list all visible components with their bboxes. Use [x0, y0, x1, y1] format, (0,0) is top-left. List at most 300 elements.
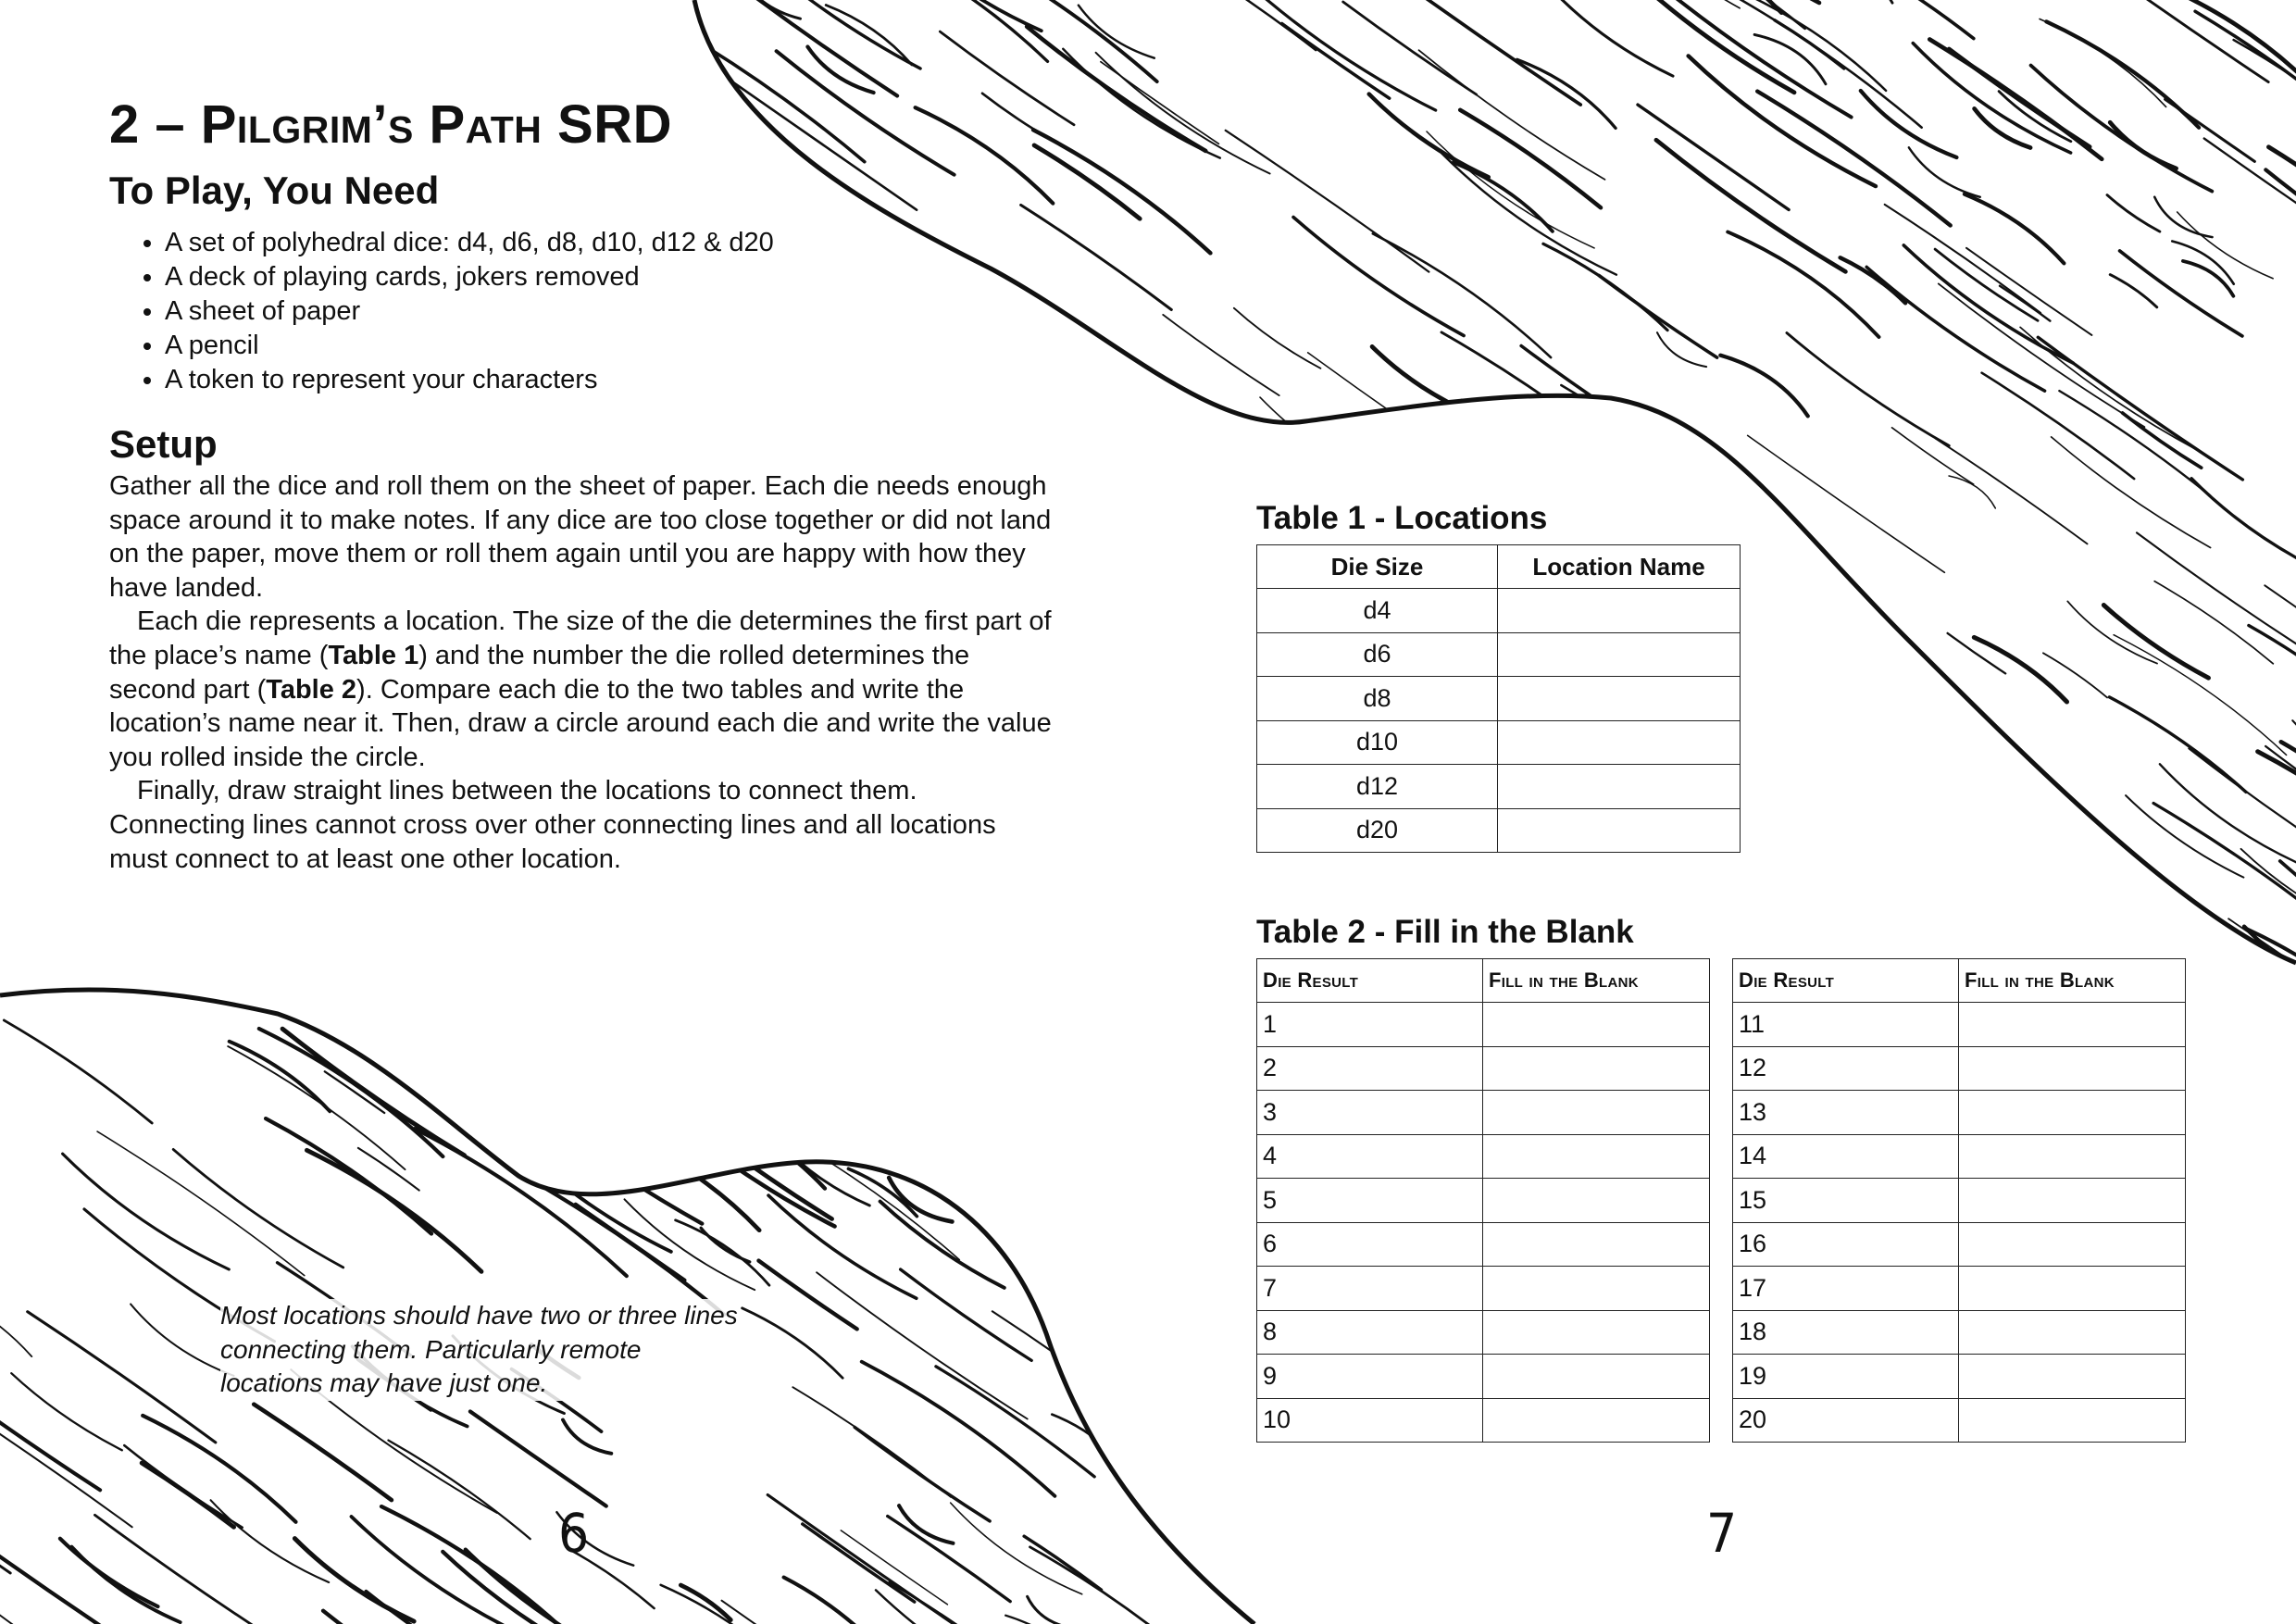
bark-stroke	[1517, 59, 1616, 128]
bark-stroke	[415, 1129, 627, 1276]
bark-stroke	[2107, 195, 2160, 232]
bark-stroke	[1017, 1195, 1206, 1327]
bark-stroke	[1441, 332, 1647, 476]
bark-stroke	[230, 1042, 331, 1111]
die-result-cell: 5	[1257, 1179, 1483, 1223]
text-span: ). Compare each die to the two tables and write the location’s name near it. Then, draw a circle around each die and write the value you rolled inside the circle.	[109, 674, 1052, 772]
bark-stroke	[173, 1149, 343, 1268]
bark-stroke	[1036, 999, 1114, 1053]
bark-stroke	[890, 1582, 1029, 1624]
bark-stroke	[702, 1061, 822, 1144]
bark-stroke	[1140, 864, 1221, 920]
bark-stroke	[1063, 49, 1220, 158]
bark-stroke	[1070, 978, 1280, 1124]
die-result-cell: 9	[1257, 1355, 1483, 1399]
blank-cell[interactable]	[1498, 677, 1741, 721]
bark-stroke	[1842, 0, 1892, 3]
table-row	[1733, 1179, 2186, 1223]
bark-stroke	[1652, 0, 1852, 117]
bark-stroke	[2043, 653, 2107, 697]
blank-cell[interactable]	[1483, 1046, 1710, 1091]
blank-cell[interactable]	[1959, 1355, 2186, 1399]
fill-blank-table-right	[1732, 958, 2186, 1443]
bark-stroke	[496, 1109, 579, 1167]
bark-stroke	[576, 1205, 685, 1280]
bark-stroke	[1184, 995, 1258, 1047]
blank-cell[interactable]	[1959, 1267, 2186, 1311]
bark-stroke	[1754, 34, 1826, 83]
bark-stroke	[2040, 19, 2166, 107]
bark-stroke	[1226, 131, 1429, 272]
bark-stroke	[1724, 0, 1922, 128]
bark-stroke	[940, 31, 1074, 125]
bark-stroke	[701, 1228, 750, 1262]
bark-stroke	[742, 0, 801, 19]
bark-stroke	[2000, 286, 2050, 321]
bark-stroke	[1913, 44, 2070, 153]
list-item: • A sheet of paper	[165, 294, 905, 329]
bark-stroke	[855, 1428, 990, 1521]
die-result-cell: 10	[1257, 1398, 1483, 1443]
bark-stroke	[1196, 1172, 1243, 1205]
bark-stroke	[899, 1505, 953, 1543]
bark-stroke	[936, 1367, 1094, 1477]
bark-stroke	[0, 1503, 135, 1624]
bark-stroke	[768, 1195, 917, 1298]
bark-stroke	[1744, 817, 1914, 934]
bark-stroke	[1787, 333, 1949, 446]
bark-stroke	[753, 973, 830, 1026]
bark-stroke	[789, 877, 959, 995]
table-row	[1257, 808, 1741, 853]
bark-stroke	[1727, 781, 1930, 922]
column-header: Die Size	[1257, 545, 1498, 589]
bark-stroke	[2191, 479, 2296, 576]
bark-stroke	[28, 1312, 216, 1443]
bark-stroke	[676, 1220, 769, 1285]
bark-stroke	[1024, 1536, 1101, 1590]
blank-cell[interactable]	[1959, 1222, 2186, 1267]
die-result-cell: 1	[1257, 1003, 1483, 1047]
blank-cell[interactable]	[1483, 1267, 1710, 1311]
die-size-cell: d10	[1257, 720, 1498, 765]
bark-stroke	[0, 1369, 100, 1491]
bark-stroke	[94, 1515, 266, 1624]
bark-stroke	[2126, 795, 2243, 878]
blank-cell[interactable]	[1959, 1091, 2186, 1135]
bark-stroke	[992, 1311, 1127, 1405]
table-row	[1257, 1355, 1710, 1399]
bark-stroke	[1975, 108, 2031, 147]
bark-stroke	[1110, 353, 1192, 410]
bark-stroke	[228, 1046, 405, 1169]
bark-stroke	[142, 1463, 234, 1527]
bark-stroke	[1101, 62, 1219, 144]
bark-stroke	[1999, 92, 2071, 142]
die-size-cell: d12	[1257, 765, 1498, 809]
blank-cell[interactable]	[1498, 765, 1741, 809]
bark-stroke	[262, 963, 420, 1073]
bark-stroke	[1861, 91, 1957, 157]
bark-stroke	[514, 1135, 569, 1174]
need-heading: To Play, You Need	[109, 169, 440, 212]
bark-stroke	[742, 1308, 843, 1379]
table-header-row	[1733, 959, 2186, 1003]
bark-stroke	[282, 1029, 465, 1156]
column-header: Location Name	[1498, 545, 1741, 589]
bark-stroke	[2281, 742, 2296, 828]
bark-stroke	[1758, 568, 1884, 655]
table-row	[1257, 765, 1741, 809]
die-size-cell: d20	[1257, 808, 1498, 853]
die-result-cell: 3	[1257, 1091, 1483, 1135]
bark-stroke	[1380, 0, 1580, 105]
table-row	[1257, 1310, 1710, 1355]
bark-stroke	[1462, 401, 1568, 475]
bark-stroke	[767, 1495, 953, 1624]
bark-stroke	[862, 1362, 1055, 1496]
bark-stroke	[1079, 6, 1154, 58]
bark-stroke	[1750, 0, 1886, 91]
table-row	[1257, 632, 1741, 677]
bark-stroke	[2114, 635, 2287, 756]
column-header: Fill in the Blank	[1483, 959, 1710, 1003]
bark-stroke	[259, 1029, 443, 1156]
bark-stroke	[60, 1539, 158, 1606]
blank-cell[interactable]	[1483, 1003, 1710, 1047]
column-header: Die Result	[1257, 959, 1483, 1003]
bark-stroke	[1634, 0, 1740, 8]
bark-stroke	[1042, 1303, 1089, 1335]
blank-cell[interactable]	[1959, 1003, 2186, 1047]
bark-stroke	[1657, 332, 1706, 367]
bark-stroke	[470, 1412, 606, 1506]
blank-cell[interactable]	[1498, 589, 1741, 633]
bark-stroke	[963, 1171, 1092, 1261]
bark-stroke	[1965, 194, 2065, 264]
bark-stroke	[2153, 804, 2296, 937]
bark-stroke	[692, 940, 857, 1055]
blank-cell[interactable]	[1959, 1134, 2186, 1179]
bark-stroke	[1939, 283, 2145, 427]
setup-paragraph-2	[109, 605, 1054, 774]
page-number-left: 6	[558, 1502, 590, 1565]
bark-stroke	[1728, 232, 1878, 338]
bark-stroke	[0, 1589, 93, 1624]
bark-stroke	[955, 0, 1157, 81]
die-result-cell: 13	[1733, 1091, 1959, 1135]
sidebar-note: Most locations should have two or three lines connecting them. Particularly remote locations may have just one.	[220, 1299, 739, 1401]
bark-stroke	[1260, 397, 1390, 487]
bark-stroke	[2123, 413, 2202, 468]
bark-stroke	[722, 1601, 922, 1624]
blank-cell[interactable]	[1959, 1046, 2186, 1091]
table-body	[1257, 589, 1741, 853]
table-body	[1257, 1003, 1710, 1443]
die-result-cell: 2	[1257, 1046, 1483, 1091]
bark-stroke	[826, 6, 912, 65]
bark-stroke	[1885, 205, 2040, 313]
table-row	[1733, 1310, 2186, 1355]
bark-stroke	[2154, 581, 2273, 664]
bark-stroke	[366, 1592, 469, 1624]
bark-stroke	[1369, 94, 1489, 178]
bark-stroke	[1689, 56, 1876, 186]
table-row	[1257, 1134, 1710, 1179]
bark-stroke	[2059, 391, 2210, 495]
bark-stroke	[1653, 0, 1794, 93]
die-result-cell: 11	[1733, 1003, 1959, 1047]
table-row	[1733, 1003, 2186, 1047]
bark-stroke	[1217, 417, 1344, 506]
bark-stroke	[841, 1530, 947, 1605]
bark-stroke	[323, 1611, 514, 1624]
bark-stroke	[1929, 40, 2102, 159]
bark-stroke	[756, 0, 898, 95]
bark-stroke	[921, 1036, 984, 1080]
bark-stroke	[260, 956, 358, 1024]
bark-stroke	[1974, 637, 2066, 702]
blank-cell[interactable]	[1483, 1222, 1710, 1267]
table-reference: Table 1	[328, 640, 419, 670]
blank-cell[interactable]	[1483, 1134, 1710, 1179]
bark-stroke	[984, 300, 1167, 428]
bark-stroke	[2204, 139, 2296, 244]
bark-stroke	[0, 1404, 132, 1527]
bark-stroke	[2110, 122, 2176, 169]
bark-stroke	[2195, 11, 2296, 106]
bark-stroke	[1005, 1616, 1096, 1624]
bark-stroke	[211, 1500, 330, 1582]
table-row	[1257, 1091, 1710, 1135]
bark-stroke	[2174, 0, 2296, 87]
blank-cell[interactable]	[1483, 1310, 1710, 1355]
bark-stroke	[1757, 92, 1951, 226]
blank-cell[interactable]	[1483, 1398, 1710, 1443]
bark-stroke	[2068, 0, 2268, 82]
bark-stroke	[1419, 50, 1605, 180]
die-result-cell: 14	[1733, 1134, 1959, 1179]
bark-stroke	[1034, 145, 1140, 219]
table2-caption: Table 2 - Fill in the Blank	[1256, 914, 1634, 950]
bark-stroke	[1427, 131, 1594, 248]
bark-stroke	[1225, 1451, 1388, 1564]
blank-cell[interactable]	[1959, 1179, 2186, 1223]
bark-stroke	[817, 1272, 1028, 1418]
bark-stroke	[625, 1199, 755, 1290]
bark-stroke	[1638, 105, 1789, 209]
bark-stroke	[1185, 1441, 1291, 1514]
bark-stroke	[1013, 1083, 1170, 1193]
bark-stroke	[2160, 764, 2296, 868]
bark-stroke	[780, 1143, 870, 1206]
bark-stroke	[698, 1101, 825, 1189]
bark-stroke	[1809, 631, 1923, 710]
bark-stroke	[1004, 862, 1179, 984]
bark-stroke	[2052, 437, 2211, 548]
bark-stroke	[325, 1071, 384, 1113]
bark-stroke	[1938, 744, 1992, 782]
bark-stroke	[377, 996, 505, 1085]
bark-stroke	[2103, 606, 2208, 679]
bark-stroke	[1372, 346, 1463, 409]
die-result-cell: 17	[1733, 1267, 1959, 1311]
bark-stroke	[4, 1020, 152, 1123]
table-row	[1257, 1398, 1710, 1443]
list-item: • A set of polyhedral dice: d4, d6, d8, d10, d12 & d20	[165, 226, 905, 260]
bark-stroke	[789, 975, 979, 1107]
table-row	[1257, 1179, 1710, 1223]
bark-stroke	[1561, 385, 1691, 476]
bark-stroke	[1653, 0, 1805, 29]
bark-stroke	[563, 1420, 611, 1454]
table-row	[1733, 1134, 2186, 1179]
die-result-cell: 12	[1733, 1046, 1959, 1091]
table-row	[1257, 589, 1741, 633]
bark-stroke	[1126, 701, 1245, 784]
blank-cell[interactable]	[1483, 1179, 1710, 1223]
bark-stroke	[545, 1114, 653, 1189]
bark-stroke	[982, 94, 1035, 131]
bark-stroke	[71, 1547, 180, 1623]
text-span: ) and the number the die rolled determines the second part (	[109, 640, 970, 705]
bark-stroke	[97, 1131, 305, 1276]
blank-cell[interactable]	[1498, 808, 1741, 853]
bark-stroke	[143, 1416, 295, 1522]
bark-stroke	[2241, 849, 2296, 924]
bark-stroke	[889, 1178, 952, 1221]
bark-stroke	[1234, 308, 1321, 369]
bark-stroke	[466, 1550, 633, 1624]
bark-stroke	[266, 1118, 431, 1233]
bark-stroke	[1678, 871, 1755, 925]
bark-stroke	[1180, 0, 1316, 50]
list-item: • A pencil	[165, 329, 905, 363]
bark-stroke	[527, 1178, 724, 1315]
die-result-cell: 7	[1257, 1267, 1483, 1311]
table-header-row	[1257, 545, 1741, 589]
bark-stroke	[2269, 147, 2296, 208]
bark-stroke	[2292, 720, 2296, 786]
bark-stroke	[2154, 197, 2212, 237]
bark-stroke	[1028, 1596, 1074, 1624]
bark-stroke	[1748, 435, 1945, 572]
blank-cell[interactable]	[1498, 720, 1741, 765]
bark-stroke	[1308, 353, 1512, 494]
table-row	[1257, 677, 1741, 721]
bark-stroke	[777, 51, 955, 175]
bark-stroke	[1441, 153, 1616, 274]
bark-stroke	[1909, 147, 1980, 197]
bark-stroke	[993, 943, 1071, 997]
bark-stroke	[294, 1539, 414, 1622]
bark-stroke	[306, 1150, 481, 1271]
bark-stroke	[2109, 697, 2246, 793]
bark-stroke	[958, 1018, 1089, 1109]
die-result-cell: 8	[1257, 1310, 1483, 1355]
bark-stroke	[2183, 261, 2234, 296]
bark-stroke	[2137, 532, 2296, 646]
die-result-cell: 4	[1257, 1134, 1483, 1179]
bark-stroke	[1892, 428, 1974, 484]
bark-stroke	[2193, 946, 2244, 981]
bark-stroke	[514, 1143, 671, 1252]
bark-stroke	[1720, 356, 1808, 417]
blank-cell[interactable]	[1959, 1398, 2186, 1443]
bottom-bark-strokes	[0, 949, 1426, 1624]
bark-stroke	[1021, 205, 1172, 309]
setup-paragraph-3: Finally, draw straight lines between the locations to connect them. Connecting lines cannot cross over other connecting lines and all locations must connect to at least one other location.	[109, 776, 996, 874]
table-row	[1257, 1222, 1710, 1267]
bark-stroke	[1095, 1164, 1159, 1208]
die-size-cell: d4	[1257, 589, 1498, 633]
bark-stroke	[880, 1202, 1004, 1288]
bark-stroke	[720, 963, 899, 1087]
bark-stroke	[2067, 601, 2157, 663]
page-number-right: 7	[1706, 1502, 1738, 1565]
document-title: 2 – Pilgrim’s Path SRD	[109, 94, 672, 155]
blank-cell[interactable]	[1498, 632, 1741, 677]
bark-stroke	[491, 1109, 555, 1154]
bark-stroke	[792, 1387, 951, 1497]
bark-stroke	[2038, 337, 2242, 480]
bark-stroke	[848, 1168, 917, 1216]
die-result-cell: 16	[1733, 1222, 1959, 1267]
bark-stroke	[759, 1261, 857, 1330]
bark-stroke	[1715, 478, 1766, 513]
bark-stroke	[1949, 476, 1995, 508]
bark-stroke	[2234, 40, 2296, 141]
column-header: Die Result	[1733, 959, 1959, 1003]
setup-paragraph-1: Gather all the dice and roll them on the sheet of paper. Each die needs enough space around it to make notes. If any dice are too close together or did not land on the paper, move them or roll them again until you are happy with how they have landed.	[109, 471, 1052, 603]
table-row	[1257, 720, 1741, 765]
bark-stroke	[1948, 633, 2006, 674]
bark-stroke	[1373, 233, 1551, 357]
bark-stroke	[2110, 275, 2157, 307]
bark-stroke	[992, 319, 1119, 406]
bark-stroke	[490, 1076, 703, 1224]
bark-stroke	[1841, 257, 1906, 303]
die-size-cell: d8	[1257, 677, 1498, 721]
bark-stroke	[1797, 656, 1876, 711]
bark-stroke	[1066, 687, 1162, 755]
blank-cell[interactable]	[1483, 1355, 1710, 1399]
bark-stroke	[1076, 380, 1127, 415]
bark-stroke	[497, 1014, 590, 1078]
bark-stroke	[803, 1524, 915, 1602]
die-result-cell: 15	[1733, 1179, 1959, 1223]
bark-stroke	[2020, 327, 2196, 449]
bark-stroke	[729, 80, 917, 210]
blank-cell[interactable]	[1483, 1091, 1710, 1135]
bark-stroke	[1282, 24, 1390, 99]
bark-stroke	[1460, 110, 1601, 208]
bark-stroke	[63, 1154, 230, 1269]
bark-stroke	[1030, 1547, 1194, 1624]
bark-stroke	[1096, 53, 1270, 174]
bark-stroke	[404, 972, 530, 1060]
bark-stroke	[0, 1538, 10, 1573]
bark-stroke	[2003, 881, 2122, 963]
die-result-cell: 18	[1733, 1310, 1959, 1355]
table-row	[1733, 1222, 2186, 1267]
blank-cell[interactable]	[1959, 1310, 2186, 1355]
bark-stroke	[131, 1305, 233, 1376]
bark-stroke	[784, 1578, 863, 1624]
bark-stroke	[1643, 0, 1782, 13]
bark-stroke	[11, 1373, 122, 1450]
bark-stroke	[1033, 130, 1210, 253]
